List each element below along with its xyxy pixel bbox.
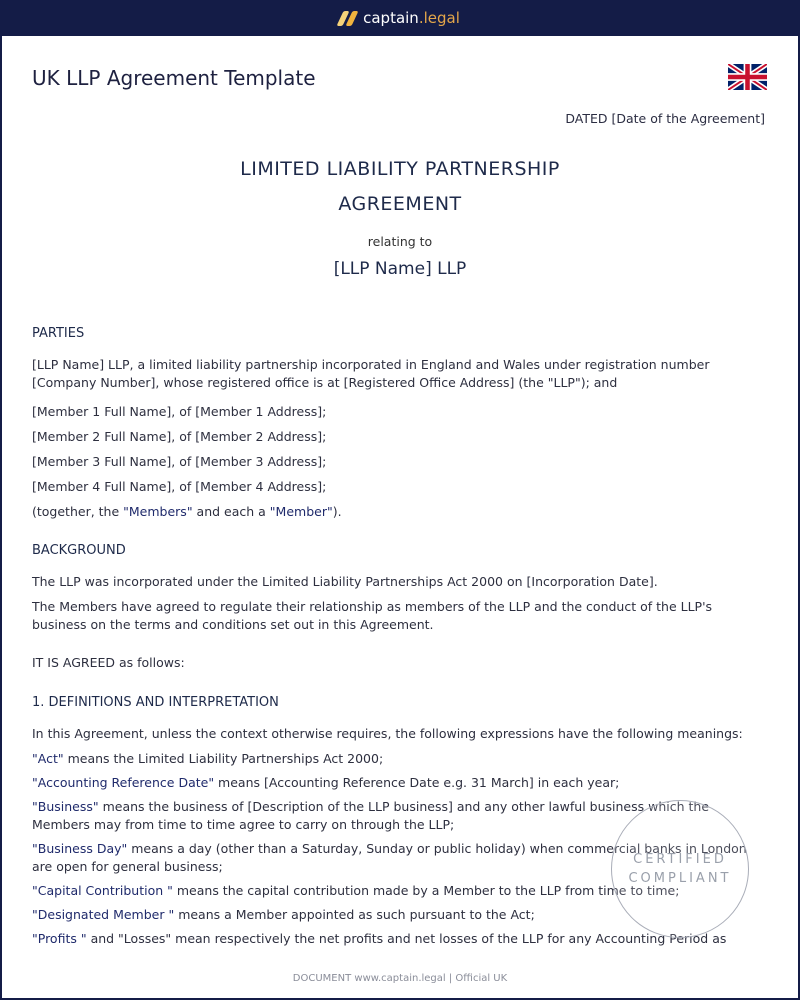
term-members: "Members" [123, 504, 193, 519]
definition-text: means the Limited Liability Partnerships Act 2000; [63, 751, 384, 766]
definition-term: "Business Day" [32, 841, 128, 856]
page-footer: DOCUMENT www.captain.legal | Official UK [292, 973, 508, 984]
page-title: UK LLP Agreement Template [32, 66, 316, 90]
definition-text: and "Losses" mean respectively the net profits and net losses of the LLP for any Accounting Period as [86, 931, 727, 946]
definition-term: "Profits " [32, 931, 87, 946]
together-suffix: ). [332, 504, 342, 519]
uk-flag-icon [728, 64, 767, 90]
definition-item [32, 774, 767, 792]
brand-name: captain [363, 9, 419, 27]
definition-text: means the business of [Description of the LLP business] and any other lawful business which the Members may from time to time agree to carry on through the LLP; [32, 799, 710, 832]
agreement-title-line1: LIMITED LIABILITY PARTNERSHIP [240, 158, 560, 180]
background-p2: The Members have agreed to regulate their relationship as members of the LLP and the conduct of the LLP's business on the terms and conditions set out in this Agreement. [32, 599, 713, 632]
definition-text: means the capital contribution made by a Member to the LLP from time to time; [172, 883, 680, 898]
parties-intro: [LLP Name] LLP, a limited liability partnership incorporated in England and Wales under registration number [Company Number], whose registered office is at [Registered Office Address] (the "LLP"); and [32, 357, 710, 390]
background-p1: The LLP was incorporated under the Limited Liability Partnerships Act 2000 on [Incorporation Date]. [32, 574, 658, 589]
definition-text: means a Member appointed as such pursuant to the Act; [174, 907, 535, 922]
parties-heading: PARTIES [32, 326, 85, 341]
definitions-heading: 1. DEFINITIONS AND INTERPRETATION [32, 695, 279, 710]
brand-logo[interactable] [340, 9, 460, 27]
definition-text: means a day (other than a Saturday, Sunday or public holiday) when commercial banks in London are open for general business; [32, 841, 747, 874]
stamp-line2: COMPLIANT [628, 871, 732, 886]
background-heading: BACKGROUND [32, 543, 126, 558]
definition-term: "Accounting Reference Date" [32, 775, 215, 790]
together-mid: and each a [192, 504, 270, 519]
agreed-line: IT IS AGREED as follows: [32, 655, 185, 670]
member-line: [Member 3 Full Name], of [Member 3 Address]; [32, 454, 327, 469]
definitions-intro: In this Agreement, unless the context otherwise requires, the following expressions have the following meanings: [32, 726, 743, 741]
member-line: [Member 2 Full Name], of [Member 2 Address]; [32, 429, 327, 444]
llp-name: [LLP Name] LLP [333, 259, 467, 279]
definition-item [32, 750, 767, 768]
definition-term: "Act" [32, 751, 64, 766]
captain-logo-icon [340, 11, 355, 26]
together-line [32, 503, 767, 521]
top-bar [0, 0, 800, 36]
definition-term: "Designated Member " [32, 907, 175, 922]
member-line: [Member 4 Full Name], of [Member 4 Address]; [32, 479, 327, 494]
definition-text: means [Accounting Reference Date e.g. 31 March] in each year; [214, 775, 620, 790]
brand-suffix: .legal [418, 9, 460, 27]
agreement-title-line2: AGREEMENT [338, 193, 462, 215]
certified-compliant-stamp [611, 800, 749, 938]
stamp-line1: CERTIFIED [633, 852, 727, 867]
together-prefix: (together, the [32, 504, 124, 519]
member-line: [Member 1 Full Name], of [Member 1 Address]; [32, 404, 327, 419]
definition-term: "Capital Contribution " [32, 883, 173, 898]
term-member: "Member" [269, 504, 333, 519]
definition-term: "Business" [32, 799, 99, 814]
agreement-date: DATED [Date of the Agreement] [565, 111, 765, 126]
relating-to: relating to [367, 234, 433, 249]
